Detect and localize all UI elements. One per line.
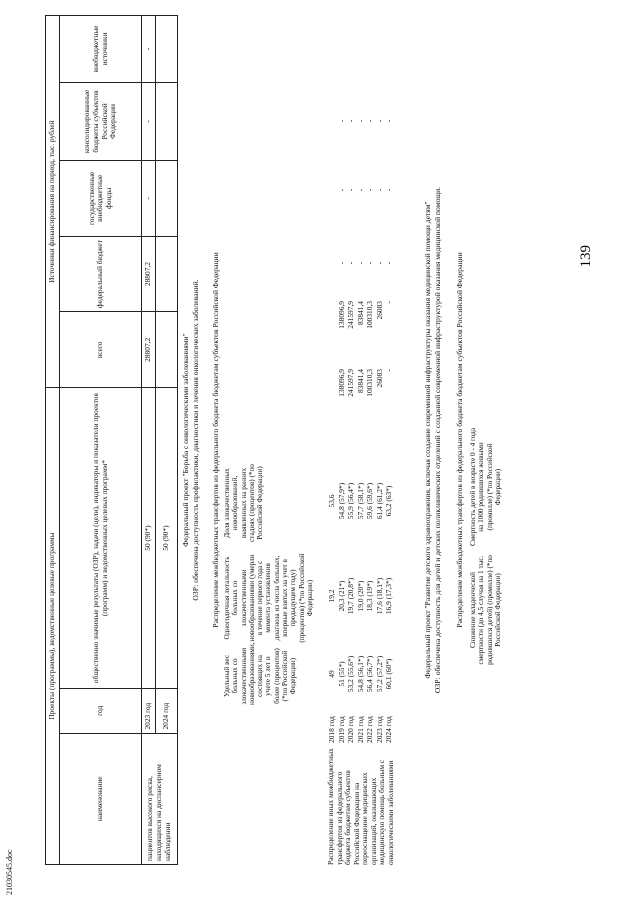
table-cell-total [327, 369, 337, 433]
project1-ozr: ОЗР: обеспечена доступность профилактики, диагностики и лечения онкологических заболеваний. [191, 279, 200, 601]
header-name: наименование [60, 733, 142, 864]
table-cell-value: 63,2 (63*) [384, 485, 393, 517]
table-cell-federal: 83841,4 [355, 301, 365, 326]
table-cell-consolidated: - [374, 188, 384, 192]
header-total: всего [60, 312, 142, 388]
project1-indicator-headers [223, 435, 314, 705]
table-cell-federal: 241597,9 [346, 301, 355, 329]
table-cell-value: 54,8 (56,1*) [355, 655, 365, 693]
table-cell-total: 100310,3 [365, 369, 374, 397]
table-cell-value: 19,7 (20,8*) [346, 577, 355, 615]
table-cell-state-funds: - [336, 261, 346, 265]
table-cell-consolidated: - [355, 188, 365, 192]
table-cell-total: 241597,9 [346, 369, 355, 397]
table-cell-value: 49 [327, 670, 336, 678]
table-cell-year: 2024 год [384, 716, 393, 743]
header-extra: внебюджетные источники [60, 16, 142, 83]
project1-col-extra [327, 91, 394, 151]
table-cell-state-funds: - [142, 160, 156, 236]
table-cell-federal: - [384, 301, 393, 304]
table-cell-year: 2023 год [374, 716, 384, 743]
table-cell-extra: - [336, 119, 346, 123]
header-year: год [60, 688, 142, 733]
project1-col-a [327, 645, 394, 703]
table-cell-extra: - [346, 119, 355, 123]
table-cell-total: 138096,9 [336, 369, 346, 397]
project1-rows [327, 15, 413, 865]
table-cell-total [155, 312, 177, 388]
table-cell-value: 19,2 [327, 589, 336, 603]
table-cell-year: 2019 год [336, 716, 346, 743]
table-cell-indicator: 50 (90*) [142, 388, 156, 689]
project1-row-name: Распределение иных межбюджетных трансфертов из федерального бюджета бюджетам субъектов Российской Федерации на переоснащение медицинских организаций, оказывающих медицинскую помощь больным с онкологическими заболеваниями [326, 748, 396, 865]
footer [5, 785, 17, 895]
table-cell-value: 20,3 (21*) [336, 580, 346, 612]
project1-title: Федеральный проект "Борьба с онкологическими заболеваниями" [181, 333, 190, 547]
table-cell-extra: - [384, 119, 393, 123]
table-cell-federal [327, 301, 337, 365]
project1-col-c [327, 455, 394, 547]
table-cell-extra: - [374, 119, 384, 123]
project2-ozr: ОЗР: обеспечена доступность для детей и детских поликлинических отделений с созданной современной инфраструктурой оказания медицинской помощи. [433, 186, 442, 694]
header-group-programs: Проекты (программы), ведомственные целевые программы [46, 388, 60, 865]
table-cell-extra [155, 16, 177, 83]
project1-col-state-funds [327, 229, 394, 297]
header-group-funding: Источники финансирования на период, тыс. рублей [46, 16, 60, 388]
project1-col-total [327, 369, 394, 433]
table-cell-total: 83841,4 [355, 369, 365, 394]
project2-indicator-headers [469, 425, 502, 665]
table-cell-consolidated: - [142, 82, 156, 160]
header-federal: федеральный бюджет [60, 236, 142, 312]
indicator-header-b: Одногодичная летальность больных со злокачественными новообразованиями (умерли в течение первого года с момента установления диагноза из числа больных, впервые взятых на учет в предыдущем году) (процентов) (*по Российской Федерации) [223, 553, 314, 643]
table-cell-state-funds: - [365, 261, 374, 265]
table-cell-state-funds [155, 160, 177, 236]
table-cell-federal: 138096,9 [336, 301, 346, 329]
table-cell-consolidated [155, 82, 177, 160]
table-cell-consolidated: - [346, 188, 355, 192]
table-cell-value: 51 (55*) [336, 661, 346, 687]
table-cell-state-funds [327, 229, 337, 297]
table-cell-value: 19,0 (20*) [355, 580, 365, 612]
project1-col-b [327, 551, 394, 641]
project2-distribution: Распределение межбюджетных трансфертов из федерального бюджета бюджетам субъектов Российской Федерации [455, 252, 464, 628]
table-cell-extra [327, 91, 337, 151]
table-cell-federal: 26083 [374, 301, 384, 320]
row-name-patients: пациентов высокого риска, находящихся на диспансерном наблюдении [142, 733, 178, 864]
table-cell-indicator: 50 (90*) [155, 388, 177, 689]
indicator-header-c: Доля злокачественных новообразований, выявленных на ранних стадиях (процентов) (*по Российской Федерации) [223, 464, 265, 542]
table-cell-state-funds: - [374, 261, 384, 265]
page-number: 139 [578, 245, 594, 268]
indicator-header-a: Удельный вес больных со злокачественными новообразованиями, состоящих на учете 5 лет и более (процентов) (*по Российской Федерации) [223, 642, 298, 705]
table-cell-state-funds: - [355, 261, 365, 265]
table-cell-year: 2018 год [327, 716, 336, 743]
table-cell-total: 28807,2 [142, 312, 156, 388]
table-cell-value: 55,9 (56,4*) [346, 482, 355, 520]
table-cell-total: 26083 [374, 369, 384, 388]
table-cell-state-funds: - [384, 261, 393, 265]
project1-col-federal [327, 301, 394, 365]
indicator-header-infant: Снижение младенческой смертности (до 4,5 случая на 1 тыс. родившихся детей) (промилле) (*по Российской Федерации) [469, 555, 502, 665]
table-cell-federal [155, 236, 177, 312]
table-cell-value: 17,6 (18,1*) [374, 577, 384, 615]
table-cell-value: 53,2 (55,6*) [346, 655, 355, 693]
table-cell-year: 2021 год [355, 716, 365, 743]
table-cell-consolidated [327, 155, 337, 225]
table-cell-year: 2020 год [346, 716, 355, 743]
table-cell-extra: - [355, 119, 365, 123]
table-cell-extra: - [142, 16, 156, 83]
table-cell-value: 53,6 [327, 494, 336, 508]
rotated-table-block [45, 15, 585, 865]
table-cell-total: - [384, 369, 393, 372]
table-cell-value: 59,6 (59,6*) [365, 482, 374, 520]
table-cell-state-funds: - [346, 261, 355, 265]
header-state-funds: государственные внебюджетные фонды [60, 160, 142, 236]
project1-years [327, 703, 394, 743]
table-cell-consolidated: - [336, 188, 346, 192]
table-cell-value: 56,4 (56,7*) [365, 655, 374, 693]
table-cell-consolidated: - [384, 188, 393, 192]
table-cell-value: 54,8 (57,9*) [336, 482, 346, 520]
table-cell-value: 60,1 (60*) [384, 658, 393, 690]
project1-col-consolidated [327, 155, 394, 225]
table-cell-consolidated: - [365, 188, 374, 192]
project1-distribution: Распределение межбюджетных трансфертов из федерального бюджета бюджетам субъектов Российской Федерации [211, 252, 220, 628]
program-table [45, 15, 178, 865]
header-indicators: общественно значимые результаты (ОЗР), задачи (цели), индикаторы и показатели проектов (программ) и ведомственных целевых программ* [60, 388, 142, 689]
table-cell-year: 2022 год [365, 716, 374, 743]
header-consolidated: консолидированные бюджеты субъектов Российской Федерации [60, 82, 142, 160]
table-cell-value: 16,9 (17,3*) [384, 577, 393, 615]
table-cell-federal: 28807,2 [142, 236, 156, 312]
table-cell-federal: 100310,3 [365, 301, 374, 329]
table-cell-value: 61,4 (61,2*) [374, 482, 384, 520]
project2-title: Федеральный проект "Развитие детского здравоохранения, включая создание современной инфраструктуры оказания медицинской помощи детям" [423, 201, 432, 679]
table-cell-year: 2024 год [155, 688, 177, 733]
table-cell-value: 57,7 (58,1*) [355, 482, 365, 520]
table-cell-extra: - [365, 119, 374, 123]
indicator-header-child: Смертность детей в возрасте 0 - 4 года на 1000 родившихся живыми (промилле) (*по Российской Федерации) [469, 427, 502, 547]
table-cell-value: 57,2 (57,2*) [374, 655, 384, 693]
table-cell-year: 2023 год [142, 688, 156, 733]
document-code: 21030545.doc [5, 849, 14, 895]
table-cell-value: 18,3 (19*) [365, 580, 374, 612]
